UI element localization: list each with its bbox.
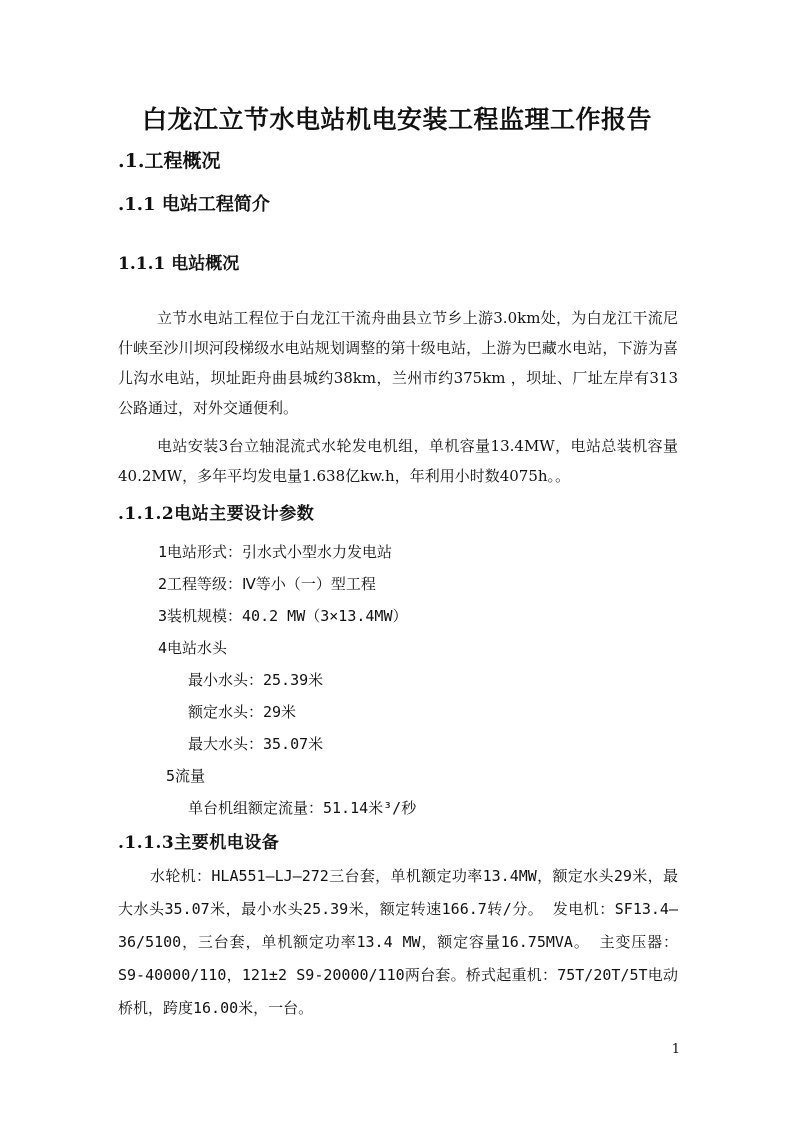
param-head-heading: 4电站水头	[158, 639, 228, 657]
param-flow-heading: 5流量	[166, 767, 206, 785]
section-heading-engineering-overview: .1.工程概况	[118, 150, 221, 172]
param-rated-flow: 单台机组额定流量：51.14米³/秒	[188, 799, 417, 817]
paragraph-station-capacity: 电站安装3台立轴混流式水轮发电机组，单机容量13.4MW，电站总装机容量40.2MW，多年平均发电量1.638亿kw.h，年利用小时数4075h。。	[118, 437, 678, 485]
section-heading-main-equipment: .1.1.3主要机电设备	[118, 833, 280, 853]
document-title: 白龙江立节水电站机电安装工程监理工作报告	[141, 105, 652, 134]
section-heading-station-overview: 1.1.1 电站概况	[118, 254, 240, 274]
param-station-type: 1电站形式：引水式小型水力发电站	[158, 543, 393, 561]
paragraph-station-location: 立节水电站工程位于白龙江干流舟曲县立节乡上游3.0km处，为白龙江干流尼什峡至沙川坝河段梯级水电站规划调整的第十级电站，上游为巴藏水电站，下游为喜儿沟水电站，坝址距舟曲县城约38km，兰州市约375km ，坝址、厂址左岸有313公路通过，对外交通便利。	[118, 309, 678, 417]
param-installed-capacity: 3装机规模：40.2 MW（3×13.4MW）	[158, 607, 408, 625]
page-number: 1	[671, 1042, 680, 1057]
param-min-head: 最小水头：25.39米	[188, 671, 324, 689]
param-max-head: 最大水头：35.07米	[188, 735, 324, 753]
param-engineering-grade: 2工程等级：Ⅳ等小（一）型工程	[158, 575, 376, 593]
paragraph-main-equipment: 水轮机：HLA551—LJ—272三台套，单机额定功率13.4MW，额定水头29米，最大水头35.07米，最小水头25.39米，额定转速166.7转/分。 发电机：SF13.4—36/5100，三台套，单机额定功率13.4 MW，额定容量16.75MVA。 主变压器：S9-40000/110，121±2 S9-20000/110两台套。桥式起重机：75T/20T/5T电动桥机，跨度16.00米，一台。	[118, 867, 678, 1017]
param-rated-head: 额定水头：29米	[188, 703, 297, 721]
section-heading-design-parameters: .1.1.2电站主要设计参数	[118, 504, 315, 524]
section-heading-station-intro: .1.1 电站工程简介	[118, 194, 270, 215]
